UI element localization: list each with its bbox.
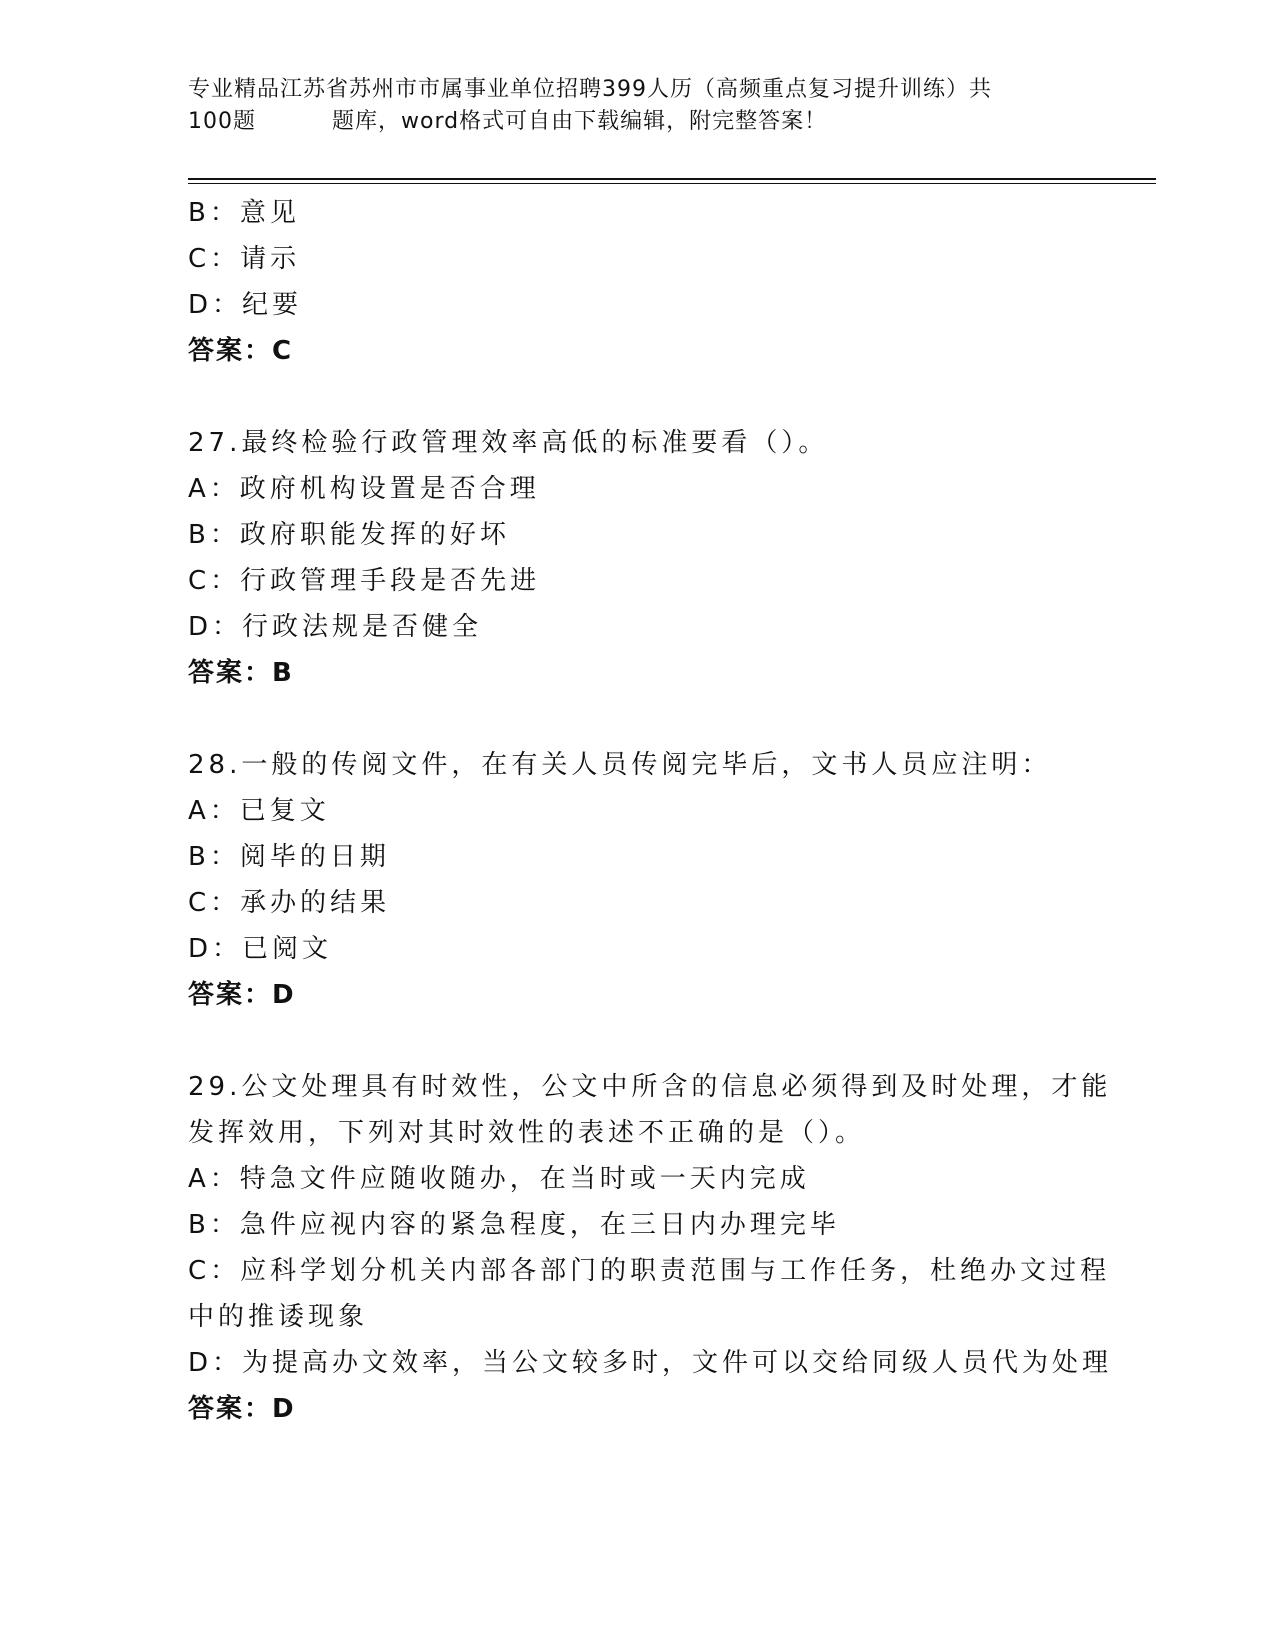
header-question-count: 100题 <box>188 109 256 134</box>
question-stem: 28.一般的传阅文件，在有关人员传阅完毕后，文书人员应注明： <box>188 750 1052 780</box>
answer-line: 答案：C <box>188 336 294 366</box>
answer-line: 答案：B <box>188 658 294 688</box>
option-c: C：承办的结果 <box>188 888 391 918</box>
option-b: B：政府职能发挥的好坏 <box>188 520 510 550</box>
option-b: B：阅毕的日期 <box>188 842 390 872</box>
question-27 <box>188 420 1088 696</box>
answer-line: 答案：D <box>188 1394 296 1424</box>
option-c: C：请示 <box>188 244 301 274</box>
question-content <box>188 190 1113 1432</box>
option-a: A：特急文件应随收随办，在当时或一天内完成 <box>188 1164 810 1194</box>
question-stem: 27.最终检验行政管理效率高低的标准要看（）。 <box>188 428 829 458</box>
question-28 <box>188 742 1088 1018</box>
question-stem-line1: 29.公文处理具有时效性，公文中所含的信息必须得到及时处理，才能 <box>188 1072 1112 1102</box>
header-divider-thick <box>188 178 1156 180</box>
header-divider-thin <box>188 183 1156 184</box>
option-b: B：意见 <box>188 198 300 228</box>
option-a: A：政府机构设置是否合理 <box>188 474 540 504</box>
header-title-line1: 专业精品江苏省苏州市市属事业单位招聘399人历（高频重点复习提升训练）共 <box>188 77 992 102</box>
previous-question-tail <box>188 190 1088 374</box>
answer-line: 答案：D <box>188 980 296 1010</box>
option-d: D：纪要 <box>188 290 303 320</box>
option-a: A：已复文 <box>188 796 330 826</box>
header-title-line2 <box>188 106 1088 138</box>
header-subtitle: 题库，word格式可自由下载编辑，附完整答案！ <box>332 109 828 134</box>
question-stem-line2: 发挥效用，下列对其时效性的表述不正确的是（）。 <box>188 1118 866 1148</box>
option-d: D：行政法规是否健全 <box>188 612 483 642</box>
page-header <box>188 74 1088 138</box>
option-d: D：为提高办文效率，当公文较多时，文件可以交给同级人员代为处理 <box>188 1348 1113 1378</box>
option-b: B：急件应视内容的紧急程度，在三日内办理完毕 <box>188 1210 840 1240</box>
option-c-line1: C：应科学划分机关内部各部门的职责范围与工作任务，杜绝办文过程 <box>188 1256 1111 1286</box>
option-c: C：行政管理手段是否先进 <box>188 566 541 596</box>
option-d: D：已阅文 <box>188 934 333 964</box>
question-29 <box>188 1064 1113 1432</box>
option-c-line2: 中的推诿现象 <box>188 1302 369 1332</box>
